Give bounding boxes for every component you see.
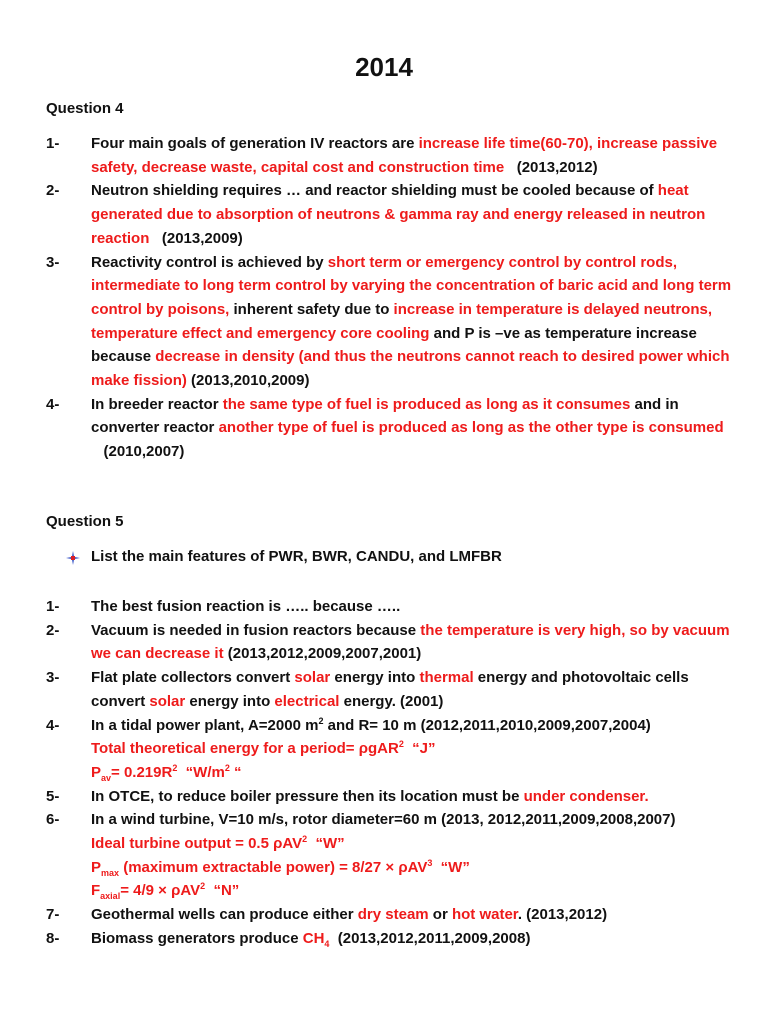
answer-text: decrease in density (and thus the neutrons cannot reach to desired power which make fission) <box>91 348 730 390</box>
answer-text: the same type of fuel is produced as long as it consumes <box>222 395 631 413</box>
item-text: Reactivity control is achieved by <box>91 253 328 271</box>
item-number: 4- <box>46 716 60 734</box>
answer-text: $CH_4$ <box>302 929 330 949</box>
q5-item-7 <box>46 903 736 927</box>
item-text: Flat plate collectors convert <box>91 669 295 687</box>
answer-text: increase life time(60-70), increase passive safety, decrease waste, capital cost and construction time <box>91 135 718 176</box>
answer-text: heat generated due to absorption of neutrons & gamma ray and energy released in neutron reaction <box>91 182 706 247</box>
item-number: 1- <box>46 598 60 615</box>
answer-text: increase in temperature is delayed neutrons, temperature effect and emergency core cooling <box>91 300 712 342</box>
question-4-heading: Question 4 <box>46 100 124 117</box>
q4-item-4 <box>46 393 736 464</box>
q5-item-2 <box>46 619 736 666</box>
item-text: energy and photovoltaic cells convert <box>91 669 689 710</box>
item-years: (2013,2012) <box>504 158 598 176</box>
answer-text: solar <box>294 669 331 687</box>
q5-item-1 <box>46 595 736 619</box>
answer-text: another type of fuel is produced as long as the other type is consumed <box>218 419 724 437</box>
q5-bullet-item <box>46 548 768 565</box>
item-years: (2013,2012,2009,2007,2001) <box>223 645 422 663</box>
item-years: (2013,2010,2009) <box>186 372 310 390</box>
answer-text: electrical <box>274 692 340 710</box>
item-text: or <box>428 906 452 924</box>
q5-item-4 <box>46 714 736 785</box>
item-years: (2013,2009) <box>149 229 243 247</box>
q5-item-3 <box>46 666 736 713</box>
answer-text: short term or emergency control by control rods, intermediate to long term control by varying the concentration of baric acid and long term control by poisons, <box>91 253 732 318</box>
q5-item-6 <box>46 808 736 903</box>
formula-axial-force: $F_{axial}= 4/9 \times \rho AV^2$ “N” <box>91 881 240 902</box>
formula-max-power: $P_{max}$ (maximum extractable power) = 8/27 × ρAV$^3$ “W” <box>91 857 470 878</box>
item-text: energy into <box>185 692 275 710</box>
item-years: (2013,2012,2011,2009,2008) <box>329 929 531 947</box>
item-years: (2010,2007) <box>91 443 185 461</box>
item-text: and P is –ve as temperature increase because <box>91 324 697 366</box>
sparkle-bullet-icon <box>66 551 80 565</box>
item-text: In a tidal power plant, A=2000 $m^2$ and R= 10 m (2012,2011,2010,2009,2007,2004) <box>91 715 651 734</box>
item-text: The best fusion reaction is ….. because ….. <box>91 598 401 615</box>
item-text: and in converter reactor <box>91 395 679 437</box>
page-title: 2014 <box>355 52 413 82</box>
q4-item-3 <box>46 251 736 393</box>
item-number: 7- <box>46 906 60 924</box>
question-5-heading: Question 5 <box>46 513 124 530</box>
item-number: 8- <box>46 929 60 947</box>
item-number: 3- <box>46 253 60 271</box>
answer-text: solar <box>149 692 186 710</box>
item-text: inherent safety due to <box>229 300 394 318</box>
q4-item-2 <box>46 179 736 250</box>
item-number: 5- <box>46 787 60 805</box>
item-text: In a wind turbine, V=10 m/s, rotor diameter=60 m (2013, 2012,2011,2009,2008,2007) <box>91 811 676 829</box>
q4-item-1 <box>46 132 736 179</box>
item-text: In breeder reactor <box>91 395 223 413</box>
item-text: energy. (2001) <box>339 692 444 710</box>
formula-turbine-output: Ideal turbine output = 0.5 ρAV$^2$ “W” <box>91 834 345 853</box>
item-text: Four main goals of generation IV reactors are <box>91 135 419 152</box>
item-text: energy into <box>330 669 420 687</box>
item-text: Biomass generators produce <box>91 929 303 947</box>
answer-text: hot water <box>451 906 518 924</box>
item-text: Vacuum is needed in fusion reactors because <box>91 621 421 639</box>
question-5-list <box>46 595 736 951</box>
item-number: 2- <box>46 182 60 200</box>
q5-item-8 <box>46 927 736 951</box>
answer-text: dry steam <box>357 906 429 924</box>
item-text: In OTCE, to reduce boiler pressure then its location must be <box>91 787 524 805</box>
item-number: 2- <box>46 621 60 639</box>
item-text: Geothermal wells can produce either <box>91 906 358 924</box>
item-years: . (2013,2012) <box>517 906 608 924</box>
item-number: 6- <box>46 811 60 829</box>
item-number: 4- <box>46 395 60 413</box>
item-text: Neutron shielding requires … and reactor shielding must be cooled because of <box>91 182 658 200</box>
formula-tidal-energy: Total theoretical energy for a period= ρgAR$^2$ “J” <box>91 739 436 758</box>
bullet-text: List the main features of PWR, BWR, CANDU, and LMFBR <box>91 548 502 565</box>
item-number: 1- <box>46 135 60 152</box>
q5-item-5 <box>46 785 736 809</box>
formula-tidal-power: $P_{av}= 0.219R^2$ “$W/m^2$ “ <box>91 762 242 783</box>
question-4-list <box>46 132 736 464</box>
answer-text: the temperature is very high, so by vacuum we can decrease it <box>91 621 730 663</box>
answer-text: thermal <box>419 669 474 687</box>
item-number: 3- <box>46 669 60 687</box>
answer-text: under condenser. <box>523 787 649 805</box>
